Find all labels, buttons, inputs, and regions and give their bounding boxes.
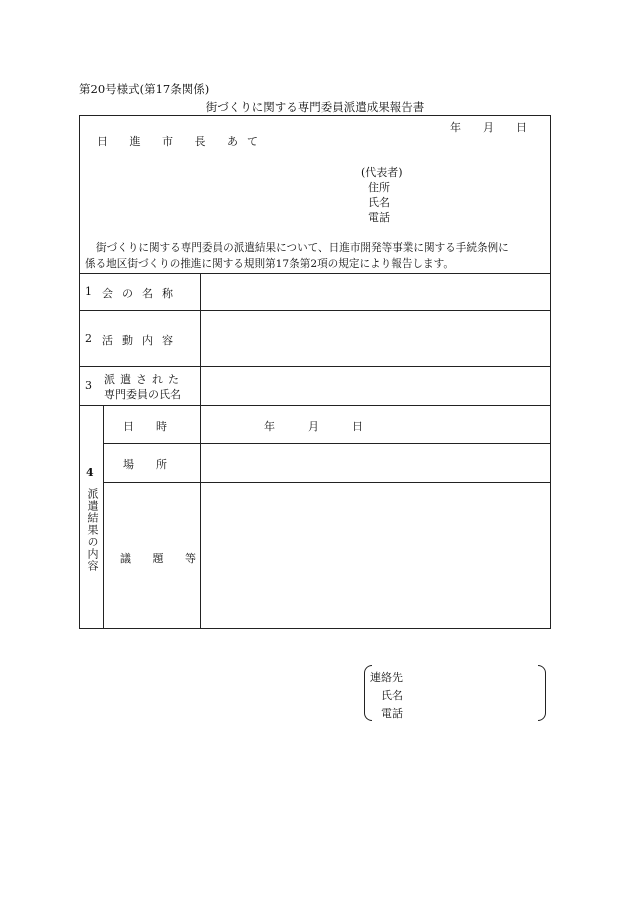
dispatched-label-line-2: 専門委員の氏名 [104,388,181,401]
datetime-label: 日 時 [123,420,167,433]
name-label: 氏名 [368,196,390,209]
row-1-number: 1 [85,285,92,298]
dispatch-result-label: 派遣結果の内容 [86,488,99,572]
right-bracket [538,665,546,721]
addressee: 日 進 市 長 あて [97,135,267,148]
contact-info-box [364,665,546,721]
row-2-number: 2 [85,332,92,345]
activity-content-label: 活動内容 [102,334,182,347]
location-field[interactable] [201,444,550,482]
contact-heading: 連絡先 [370,671,403,684]
location-label: 場 所 [123,458,167,471]
agenda-label: 議 題 等 [120,552,205,565]
report-form-frame [79,115,551,629]
address-label: 住所 [368,181,390,194]
activity-content-field[interactable] [201,311,550,366]
row-3-number: 3 [85,379,92,392]
contact-phone-label: 電話 [381,707,403,720]
meeting-name-field[interactable] [201,274,550,310]
agenda-field[interactable] [201,483,550,628]
contact-name-label: 氏名 [381,689,403,702]
dispatched-label-line-1: 派遣された [104,373,184,386]
representative-label: (代表者) [361,166,403,179]
form-number-label: 第20号様式(第17条関係) [79,82,210,96]
expert-name-field[interactable] [201,367,550,405]
body-text-line-2: 係る地区街づくりの推進に関する規則第17条第2項の規定により報告します。 [85,258,454,270]
document-title: 街づくりに関する専門委員派遣成果報告書 [205,100,425,114]
datetime-value[interactable]: 年 月 日 [264,420,363,433]
phone-label: 電話 [368,211,390,224]
body-text-line-1: 街づくりに関する専門委員の派遣結果について、日進市開発等事業に関する手続条例に [96,242,509,254]
date-line: 年 月 日 [450,121,527,134]
meeting-name-label: 会の名称 [102,287,182,300]
row-4-number: 4 [86,466,94,479]
